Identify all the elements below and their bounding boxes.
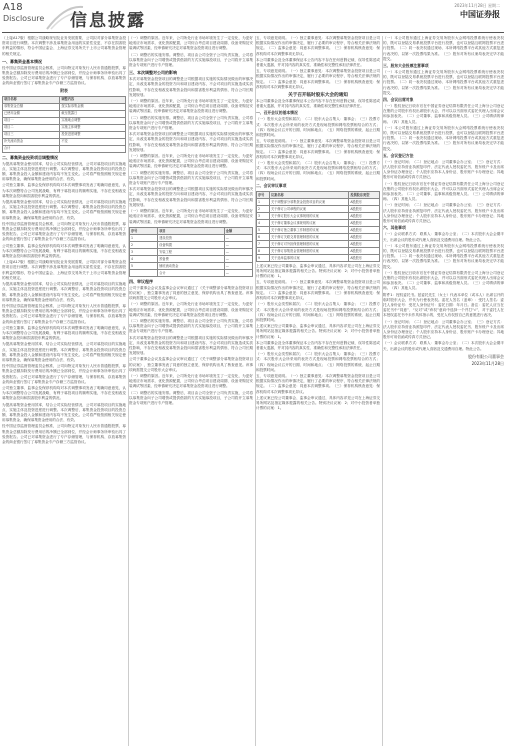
table-cell: 关于修订独立董事工作制度的议案 — [270, 226, 349, 233]
body-paragraph: （上接A17版）根据公司战略规划及业务发展需要，公司拟对部分募集资金投资项目进行调整。本次调整不涉及募集资金用途的实质性变更，不存在损害股东利益的情形，符合中国证监会、上海证券交易所关于上市公司募集资金管理的相关规定。 — [2, 260, 126, 280]
table-cell: 关于修订公司章程的议案 — [270, 205, 349, 212]
body-paragraph: 公司独立董事、监事会及保荐机构均对本次调整事项发表了明确同意意见，认为本次调整符合公司发展战略，有利于募投项目的顺利实施，不存在变相改变募集资金投向和损害股东利益的情况。 — [2, 183, 126, 198]
signature-date: 2023年11月28日 — [471, 361, 504, 367]
table-header-cell: 投票股东类型 — [349, 191, 380, 198]
table-cell: 9 — [257, 254, 270, 261]
table-cell: A股股东 — [349, 240, 380, 247]
table-cell: 已使用金额 — [3, 110, 60, 117]
body-paragraph: （一）股东大会类型和届次；（二）股东大会召集人：董事会；（三）投票方式：本次股东大会所采用的表决方式是现场投票和网络投票相结合的方式；（四）现场会议召开的日期、时间和地点；（五）网络投票的系统、起止日期和投票时间。 — [256, 161, 380, 181]
table-cell: 关于调整部分募集资金投资项目的议案 — [270, 198, 349, 205]
table-cell: 合计 — [158, 269, 225, 276]
body-paragraph: 五、专项意见说明。（一）独立董事意见：本次调整募集资金投资项目是公司根据实际情况作出的审慎决定，履行了必要的审议程序，符合相关法律法规的规定。（二）监事会意见：同意本次调整事项。（三）保荐机构核查意见：保荐机构对本次调整事项无异议。 — [256, 373, 380, 394]
subsection-heading: 四、会议出席对象 — [383, 97, 414, 103]
body-paragraph: 经中国证券监督管理委员会核准，公司向特定对象发行人民币普通股股票，募集资金总额扣除发行费用后的净额已全部到位，并经会计师事务所审验出具了验资报告。公司已对募集资金进行了专户存储管理，与保荐机构、存放募集资金的商业银行签订了募集资金专户存储三方监管协议。 — [2, 221, 126, 242]
body-paragraph: （一）股权登记日收市后在中国证券登记结算有限责任公司上海分公司登记在册的公司股东有权出席股东大会，并可以以书面形式委托代理人出席会议和参加表决。（二）公司董事、监事和高级管理人员。（三）公司聘请的律师。（四）其他人员。 — [383, 104, 504, 124]
table-cell: 实施地点调整 — [60, 117, 126, 124]
body-paragraph: （二）调整后的实施安排。调整后，项目由公司全资子公司负责实施，公司将以募集资金向子公司增资或提供借款的方式实施募投项目，子公司将开立募集资金专项账户进行专户管理。 — [129, 390, 253, 405]
table-cell — [60, 145, 126, 152]
table-cell: A股股东 — [349, 233, 380, 240]
section-heading: 二、募集资金投资项目调整情况 — [2, 154, 58, 160]
body-paragraph: （一）调整的原因。近年来，公司所处行业市场环境发生了一定变化，为更好地适应市场需求，优化资源配置，公司综合考虑项目建设周期、设备采购及安装调试等因素，经审慎研究决定对募集资金投资项目进行调整。 — [129, 154, 253, 169]
table-cell: 关于选举监事的议案 — [270, 254, 349, 261]
table-cell: 8 — [257, 247, 270, 254]
column-3 — [256, 36, 380, 746]
table-cell: 关于修订董事会议事规则的议案 — [270, 219, 349, 226]
body-paragraph: 本次对募集资金投资项目的调整是公司根据项目实施的实际情况做出的审慎决定，未改变募集资金的投资方向和项目建设内容，不会对项目的实施造成实质性影响，不存在变相改变募集资金投向和损害股东利益的情形，符合公司长期发展规划。 — [129, 335, 253, 356]
table-cell: 关于修订股东大会议事规则的议案 — [270, 212, 349, 219]
data-table — [2, 96, 126, 153]
table-cell: — — [224, 241, 252, 248]
table-header-cell: 序号 — [257, 191, 270, 198]
table-title: 附表 — [60, 87, 68, 93]
body-paragraph: 公司独立董事、监事会及保荐机构均对本次调整事项发表了明确同意意见，认为本次调整符合公司发展战略，有利于募投项目的顺利实施，不存在变相改变募集资金投向和损害股东利益的情况。 — [2, 243, 126, 259]
body-paragraph: 上述议案已经公司董事会、监事会审议通过，具体内容详见公司在上海证券交易所网站及指定媒体披露的相关公告。特别决议议案：2；对中小投资者单独计票的议案：1。 — [256, 395, 380, 411]
body-paragraph: 公司独立董事、监事会及保荐机构均对本次调整事项发表了明确同意意见，认为本次调整符合公司发展战略，有利于募投项目的顺利实施，不存在变相改变募集资金投向和损害股东利益的情况。 — [2, 325, 126, 341]
subsection-heading: 二、会议审议事项 — [256, 182, 287, 188]
table-row — [3, 124, 126, 131]
table-cell: 项目二 — [3, 124, 60, 131]
table-row — [257, 247, 380, 254]
table-cell: 5 — [257, 226, 270, 233]
body-paragraph: （一）调整的原因。近年来，公司所处行业市场环境发生了一定变化，为更好地适应市场需求，优化资源配置，公司综合考虑项目建设周期、设备采购及安装调试等因素，经审慎研究决定对募集资金投资项目进行调整。 — [129, 209, 253, 224]
table-cell: 6 — [257, 233, 270, 240]
table-header-row — [257, 191, 380, 198]
table-row — [130, 255, 253, 262]
body-paragraph: 为提高募集资金使用效率，结合公司实际经营情况，公司对募投项目的实施地点、实施主体及投资进度进行调整。本次调整后，募集资金投资项目的投资总额、募集资金投入金额和建设内容均不发生变化。公司将严格按照相关规定使用募集资金，确保募集资金使用的合法、有效。 — [2, 282, 126, 302]
table-cell: 5 — [130, 262, 158, 269]
table-cell: — — [224, 248, 252, 255]
table-cell: 4 — [257, 219, 270, 226]
body-paragraph: （一）调整的原因。近年来，公司所处行业市场环境发生了一定变化，为更好地适应市场需求，优化资源配置，公司综合考虑项目建设周期、设备采购及安装调试等因素，经审慎研究决定对募集资金投资项目进行调整。 — [129, 99, 253, 114]
table-header-cell: 序号 — [130, 227, 158, 234]
table-cell: — — [224, 262, 252, 269]
table-cell: 1 — [257, 198, 270, 205]
table-cell: A股股东 — [349, 254, 380, 261]
table-header-cell: 调整内容 — [60, 96, 126, 103]
table-row — [257, 226, 380, 233]
table-cell: A股股东 — [349, 205, 380, 212]
table-row — [3, 138, 126, 145]
body-paragraph: 本次对募集资金投资项目的调整是公司根据项目实施的实际情况做出的审慎决定，未改变募集资金的投资方向和项目建设内容，不会对项目的实施造成实质性影响，不存在变相改变募集资金投向和损害股东利益的情形，符合公司长期发展规划。 — [129, 77, 253, 97]
table-cell: 预备费 — [158, 255, 225, 262]
table-cell: 实施主体调整 — [60, 124, 126, 131]
attachment-text: 附件1：授权委托书。兹委托先生（女士）代表本单位（或本人）出席召开的临时股东大会，并代为行使表决权。委托人签名（盖章）：受托人签名：委托人身份证号：受托人身份证号：委托日期：年月日。备注：委托人应当在委托书中“同意”、“反对”或“弃权”意向中选择一个并打“√”，对于委托人在本授权委托书中未作具体指示的，受托人有权按自己的意愿进行表决。 — [383, 292, 504, 318]
table-cell: 投资进度调整 — [60, 131, 126, 138]
body-paragraph: （一）登记时间；（二）登记地点：公司董事会办公室；（三）登记方式：法人股东应持营业执照复印件、法定代表人授权委托书、股东账户卡及出席人身份证办理登记；个人股东应持本人身份证、股东账户卡办理登记；异地股东可用信函或传真方式登记。 — [383, 159, 504, 180]
table-row — [257, 198, 380, 205]
table-cell: 安装工程 — [158, 248, 225, 255]
table-row — [257, 240, 380, 247]
table-cell: — — [224, 255, 252, 262]
table-header-row — [3, 96, 126, 103]
table-row — [3, 103, 126, 110]
body-paragraph: 上述议案已经公司董事会、监事会审议通过，具体内容详见公司在上海证券交易所网站及指定媒体披露的相关公告。特别决议议案：2；对中小投资者单独计票的议案：1。 — [256, 263, 380, 279]
table-cell: 4 — [130, 255, 158, 262]
section-heading: 四、审议程序 — [129, 278, 153, 284]
body-paragraph: （二）调整后的实施安排。调整后，项目由公司全资子公司负责实施，公司将以募集资金向子公司增资或提供借款的方式实施募投项目，子公司将开立募集资金专项账户进行专户管理。 — [129, 318, 253, 334]
masthead-logo: 中国证券报 — [460, 9, 500, 19]
column-2 — [129, 36, 253, 746]
body-paragraph: （一）调整的原因。近年来，公司所处行业市场环境发生了一定变化，为更好地适应市场需求，优化资源配置，公司综合考虑项目建设周期、设备采购及安装调试等因素，经审慎研究决定对募集资金投资项目进行调整。 — [129, 36, 253, 51]
table-cell: 7 — [257, 240, 270, 247]
body-paragraph: 经中国证券监督管理委员会核准，公司向特定对象发行人民币普通股股票，募集资金总额扣除发行费用后的净额已全部到位，并经会计师事务所审验出具了验资报告。公司已对募集资金进行了专户存储管理，与保荐机构、存放募集资金的商业银行签订了募集资金专户存储三方监管协议。 — [2, 364, 126, 384]
table-row — [257, 254, 380, 261]
subsection-heading: 三、股东大会投票注意事项 — [383, 63, 429, 69]
body-paragraph: 上述议案已经公司董事会、监事会审议通过，具体内容详见公司在上海证券交易所网站及指定媒体披露的相关公告。特别决议议案：2；对中小投资者单独计票的议案：1。 — [256, 324, 380, 339]
body-paragraph: （一）登记时间；（二）登记地点：公司董事会办公室；（三）登记方式：法人股东应持营业执照复印件、法定代表人授权委托书、股东账户卡及出席人身份证办理登记；个人股东应持本人身份证、股东账户卡办理登记；异地股东可用信函或传真方式登记。 — [383, 203, 504, 224]
table-cell: 项目三 — [3, 131, 60, 138]
table-cell: A股股东 — [349, 198, 380, 205]
body-paragraph: 经中国证券监督管理委员会核准，公司向特定对象发行人民币普通股股票，募集资金总额扣除发行费用后的净额已全部到位，并经会计师事务所审验出具了验资报告。公司已对募集资金进行了专户存储管理，与保荐机构、存放募集资金的商业银行签订了募集资金专户存储三方监管协议。 — [2, 65, 126, 86]
body-paragraph: 经中国证券监督管理委员会核准，公司向特定对象发行人民币普通股股票，募集资金总额扣除发行费用后的净额已全部到位，并经会计师事务所审验出具了验资报告。公司已对募集资金进行了专户存储管理，与保荐机构、存放募集资金的商业银行签订了募集资金专户存储三方监管协议。 — [2, 303, 126, 324]
table-cell: 关于修订对外担保管理制度的议案 — [270, 240, 349, 247]
section-heading: 一、募集资金基本情况 — [2, 58, 42, 64]
body-paragraph: 为提高募集资金使用效率，结合公司实际经营情况，公司对募投项目的实施地点、实施主体及投资进度进行调整。本次调整后，募集资金投资项目的投资总额、募集资金投入金额和建设内容均不发生变化。公司将严格按照相关规定使用募集资金，确保募集资金使用的合法、有效。 — [2, 402, 126, 423]
body-paragraph: （一）会议联系方式：联系人：董事会办公室；（二）本次股东大会会期半天，出席会议的股东或代理人食宿及交通费用自理。特此公告。 — [383, 341, 504, 351]
table-row — [3, 145, 126, 152]
table-cell: A股股东 — [349, 219, 380, 226]
table-row — [257, 212, 380, 219]
body-paragraph: 五、专项意见说明。（一）独立董事意见：本次调整募集资金投资项目是公司根据实际情况作出的审慎决定，履行了必要的审议程序，符合相关法律法规的规定。（二）监事会意见：同意本次调整事项。（三）保荐机构核查意见：保荐机构对本次调整事项无异议。 — [256, 69, 380, 89]
data-table — [256, 191, 380, 262]
body-paragraph: 公司独立董事、监事会及保荐机构均对本次调整事项发表了明确同意意见，认为本次调整符合公司发展战略，有利于募投项目的顺利实施，不存在变相改变募集资金投向和损害股东利益的情况。 — [2, 385, 126, 401]
table-cell: A股股东 — [349, 247, 380, 254]
data-table — [129, 227, 253, 277]
section-name-cn: 信息披露 — [70, 11, 146, 31]
table-cell: 2 — [257, 205, 270, 212]
body-paragraph: 五、专项意见说明。（一）独立董事意见：本次调整募集资金投资项目是公司根据实际情况作出的审慎决定，履行了必要的审议程序，符合相关法律法规的规定。（二）监事会意见：同意本次调整事项。（三）保荐机构核查意见：保荐机构对本次调整事项无异议。 — [256, 280, 380, 301]
table-cell: 关于修订关联交易管理制度的议案 — [270, 233, 349, 240]
table-cell: 项目一 — [3, 117, 60, 124]
body-paragraph: （一）会议联系方式：联系人：董事会办公室；（二）本次股东大会会期半天，出席会议的股东或代理人食宿及交通费用自理。特此公告。 — [383, 232, 504, 242]
section-name-en: Disclosure — [3, 14, 45, 23]
table-cell: 铺底流动资金 — [158, 262, 225, 269]
date-line: 2023年11月28日 星期二 — [454, 3, 500, 8]
header-rule — [2, 32, 504, 33]
body-paragraph: 为提高募集资金使用效率，结合公司实际经营情况，公司对募投项目的实施地点、实施主体及投资进度进行调整。本次调整后，募集资金投资项目的投资总额、募集资金投入金额和建设内容均不发生变化。公司将严格按照相关规定使用募集资金，确保募集资金使用的合法、有效。 — [2, 200, 126, 220]
table-row — [130, 248, 253, 255]
body-paragraph: 本公司董事会及全体董事保证本公告内容不存在任何虚假记载、误导性陈述或者重大遗漏，并对其内容的真实性、准确性和完整性承担法律责任。 — [256, 340, 380, 350]
table-cell: 关于修订募集资金管理制度的议案 — [270, 247, 349, 254]
table-cell — [130, 269, 158, 276]
body-paragraph: （一）调整的原因。近年来，公司所处行业市场环境发生了一定变化，为更好地适应市场需求，优化资源配置，公司综合考虑项目建设周期、设备采购及安装调试等因素，经审慎研究决定对募集资金投资项目进行调整。 — [129, 373, 253, 389]
body-paragraph: （一）股东大会类型和届次；（二）股东大会召集人：董事会；（三）投票方式：本次股东大会所采用的表决方式是现场投票和网络投票相结合的方式；（四）现场会议召开的日期、时间和地点；（五）网络投票的系统、起止日期和投票时间。 — [256, 302, 380, 322]
table-row — [257, 219, 380, 226]
table-cell: 设备购置 — [158, 241, 225, 248]
table-cell: A股股东 — [349, 226, 380, 233]
signature-company: 股份有限公司董事会 — [468, 353, 504, 359]
subsection-heading: 六、其他事项 — [383, 225, 406, 231]
subsection-heading: 五、会议登记方法 — [383, 152, 414, 158]
section-heading: 三、本次调整对公司的影响 — [129, 70, 177, 76]
body-paragraph: 本次对募集资金投资项目的调整是公司根据项目实施的实际情况做出的审慎决定，未改变募集资金的投资方向和项目建设内容，不会对项目的实施造成实质性影响，不存在变相改变募集资金投向和损害股东利益的情形，符合公司长期发展规划。 — [129, 187, 253, 207]
body-paragraph: 公司于董事会会议及监事会会议审议通过了《关于调整部分募集资金投资项目的议案》，独立董事发表了同意的独立意见，保荐机构出具了核查意见。该事项尚需提交公司股东大会审议。 — [129, 285, 253, 301]
table-header-cell: 项目名称 — [3, 96, 60, 103]
table-cell: 按实际募集金额 — [60, 103, 126, 110]
body-paragraph: （二）调整后的实施安排。调整后，项目由公司全资子公司负责实施，公司将以募集资金向子公司增资或提供借款的方式实施募投项目，子公司将开立募集资金专项账户进行专户管理。 — [129, 52, 253, 68]
body-paragraph: 本次对募集资金投资项目的调整是公司根据项目实施的实际情况做出的审慎决定，未改变募集资金的投资方向和项目建设内容，不会对项目的实施造成实质性影响，不存在变相改变募集资金投向和损害股东利益的情形，符合公司长期发展规划。 — [129, 132, 253, 152]
column-1 — [2, 36, 126, 746]
body-paragraph: 本公司董事会及全体董事保证本公告内容不存在任何虚假记载、误导性陈述或者重大遗漏，并对其内容的真实性、准确性和完整性承担法律责任。 — [256, 57, 380, 68]
body-paragraph: 为提高募集资金使用效率，结合公司实际经营情况，公司对募投项目的实施地点、实施主体及投资进度进行调整。本次调整后，募集资金投资项目的投资总额、募集资金投入金额和建设内容均不发生变化。公司将严格按照相关规定使用募集资金，确保募集资金使用的合法、有效。 — [2, 161, 126, 182]
body-paragraph: （一）本公司股东通过上海证券交易所股东大会网络投票系统行使表决权的，既可以登陆交易系统投票平台进行投票，也可以登陆互联网投票平台进行投票。（二）同一表决权通过现场、本所网络投票平台或其他方式重复进行表决的，以第一次投票结果为准。（三）股东对所有议案均表决完毕才能提交。 — [383, 243, 504, 269]
table-row — [130, 234, 253, 241]
table-row — [130, 241, 253, 248]
article-columns — [2, 36, 504, 746]
column-4 — [383, 36, 504, 746]
table-cell: 建设投资 — [158, 234, 225, 241]
table-cell: 1 — [130, 234, 158, 241]
table-row — [257, 233, 380, 240]
table-cell: — — [224, 269, 252, 276]
table-row — [130, 262, 253, 269]
body-paragraph: （一）登记时间；（二）登记地点：公司董事会办公室；（三）登记方式：法人股东应持营业执照复印件、法定代表人授权委托书、股东账户卡及出席人身份证办理登记；个人股东应持本人身份证、股东账户卡办理登记；异地股东可用信函或传真方式登记。 — [383, 319, 504, 340]
table-header-cell: 金额 — [224, 227, 252, 234]
body-paragraph: （一）股东大会类型和届次；（二）股东大会召集人：董事会；（三）投票方式：本次股东大会所采用的表决方式是现场投票和网络投票相结合的方式；（四）现场会议召开的日期、时间和地点；（五）网络投票的系统、起止日期和投票时间。 — [256, 352, 380, 372]
table-header-cell: 项目 — [158, 227, 225, 234]
subsection-heading: 一、召开会议的基本情况 — [256, 110, 298, 116]
table-cell: 补充流动资金 — [3, 138, 60, 145]
body-paragraph: （一）股东大会类型和届次；（二）股东大会召集人：董事会；（三）投票方式：本次股东大会所采用的表决方式是现场投票和网络投票相结合的方式；（四）现场会议召开的日期、时间和地点；（五）网络投票的系统、起止日期和投票时间。 — [256, 117, 380, 138]
notice-title: 关于召开临时股东大会的通知 — [288, 93, 348, 99]
table-row — [3, 117, 126, 124]
body-paragraph: （一）调整的原因。近年来，公司所处行业市场环境发生了一定变化，为更好地适应市场需求，优化资源配置，公司综合考虑项目建设周期、设备采购及安装调试等因素，经审慎研究决定对募集资金投资项目进行调整。 — [129, 302, 253, 317]
table-row — [130, 269, 253, 276]
body-paragraph: 经中国证券监督管理委员会核准，公司向特定对象发行人民币普通股股票，募集资金总额扣除发行费用后的净额已全部到位，并经会计师事务所审验出具了验资报告。公司已对募集资金进行了专户存储管理，与保荐机构、存放募集资金的商业银行签订了募集资金专户存储三方监管协议。 — [2, 424, 126, 444]
page-number: A18 — [3, 2, 23, 13]
page-header — [0, 0, 506, 34]
body-paragraph: （二）调整后的实施安排。调整后，项目由公司全资子公司负责实施，公司将以募集资金向子公司增资或提供借款的方式实施募投项目，子公司将开立募集资金专项账户进行专户管理。 — [129, 170, 253, 186]
table-row — [3, 110, 126, 117]
table-row — [257, 205, 380, 212]
body-paragraph: （二）调整后的实施安排。调整后，项目由公司全资子公司负责实施，公司将以募集资金向子公司增资或提供借款的方式实施募投项目，子公司将开立募集资金专项账户进行专户管理。 — [129, 115, 253, 131]
body-paragraph: （一）股权登记日收市后在中国证券登记结算有限责任公司上海分公司登记在册的公司股东有权出席股东大会，并可以以书面形式委托代理人出席会议和参加表决。（二）公司董事、监事和高级管理人员。（三）公司聘请的律师。（四）其他人员。 — [383, 270, 504, 291]
table-cell: 不变 — [60, 138, 126, 145]
body-paragraph: 公司于董事会会议及监事会会议审议通过了《关于调整部分募集资金投资项目的议案》，独立董事发表了同意的独立意见，保荐机构出具了核查意见。该事项尚需提交公司股东大会审议。 — [129, 357, 253, 372]
table-row — [3, 131, 126, 138]
table-cell: A股股东 — [349, 212, 380, 219]
body-paragraph: （一）本公司股东通过上海证券交易所股东大会网络投票系统行使表决权的，既可以登陆交易系统投票平台进行投票，也可以登陆互联网投票平台进行投票。（二）同一表决权通过现场、本所网络投票平台或其他方式重复进行表决的，以第一次投票结果为准。（三）股东对所有议案均表决完毕才能提交。 — [383, 125, 504, 151]
table-cell: 2 — [130, 241, 158, 248]
body-paragraph: 五、专项意见说明。（一）独立董事意见：本次调整募集资金投资项目是公司根据实际情况作出的审慎决定，履行了必要的审议程序，符合相关法律法规的规定。（二）监事会意见：同意本次调整事项。（三）保荐机构核查意见：保荐机构对本次调整事项无异议。 — [256, 139, 380, 159]
body-paragraph: 五、专项意见说明。（一）独立董事意见：本次调整募集资金投资项目是公司根据实际情况作出的审慎决定，履行了必要的审议程序，符合相关法律法规的规定。（二）监事会意见：同意本次调整事项。（三）保荐机构核查意见：保荐机构对本次调整事项无异议。 — [256, 36, 380, 56]
table-cell: 募集资金总额 — [3, 103, 60, 110]
table-cell: 截至披露日 — [60, 110, 126, 117]
table-cell: 合计 — [3, 145, 60, 152]
body-paragraph: 为提高募集资金使用效率，结合公司实际经营情况，公司对募投项目的实施地点、实施主体及投资进度进行调整。本次调整后，募集资金投资项目的投资总额、募集资金投入金额和建设内容均不发生变化。公司将严格按照相关规定使用募集资金，确保募集资金使用的合法、有效。 — [2, 342, 126, 362]
table-header-cell: 议案名称 — [270, 191, 349, 198]
body-paragraph: 本公司董事会及全体董事保证本公告内容不存在任何虚假记载、误导性陈述或者重大遗漏，并对其内容的真实性、准确性和完整性承担法律责任。 — [256, 99, 380, 109]
body-paragraph: （一）本公司股东通过上海证券交易所股东大会网络投票系统行使表决权的，既可以登陆交易系统投票平台进行投票，也可以登陆互联网投票平台进行投票。（二）同一表决权通过现场、本所网络投票平台或其他方式重复进行表决的，以第一次投票结果为准。（三）股东对所有议案均表决完毕才能提交。 — [383, 36, 504, 61]
table-header-row — [130, 227, 253, 234]
body-paragraph: （一）本公司股东通过上海证券交易所股东大会网络投票系统行使表决权的，既可以登陆交易系统投票平台进行投票，也可以登陆互联网投票平台进行投票。（二）同一表决权通过现场、本所网络投票平台或其他方式重复进行表决的，以第一次投票结果为准。（三）股东对所有议案均表决完毕才能提交。 — [383, 70, 504, 95]
table-cell: 3 — [130, 248, 158, 255]
table-cell: 3 — [257, 212, 270, 219]
intro-paragraph: （上接A17版）根据公司战略规划及业务发展需要，公司拟对部分募集资金投资项目进行调整。本次调整不涉及募集资金用途的实质性变更，不存在损害股东利益的情形，符合中国证监会、上海证券交易所关于上市公司募集资金管理的相关规定。 — [2, 36, 126, 56]
body-paragraph: （一）股权登记日收市后在中国证券登记结算有限责任公司上海分公司登记在册的公司股东有权出席股东大会，并可以以书面形式委托代理人出席会议和参加表决。（二）公司董事、监事和高级管理人员。（三）公司聘请的律师。（四）其他人员。 — [383, 181, 504, 202]
table-cell: — — [224, 234, 252, 241]
